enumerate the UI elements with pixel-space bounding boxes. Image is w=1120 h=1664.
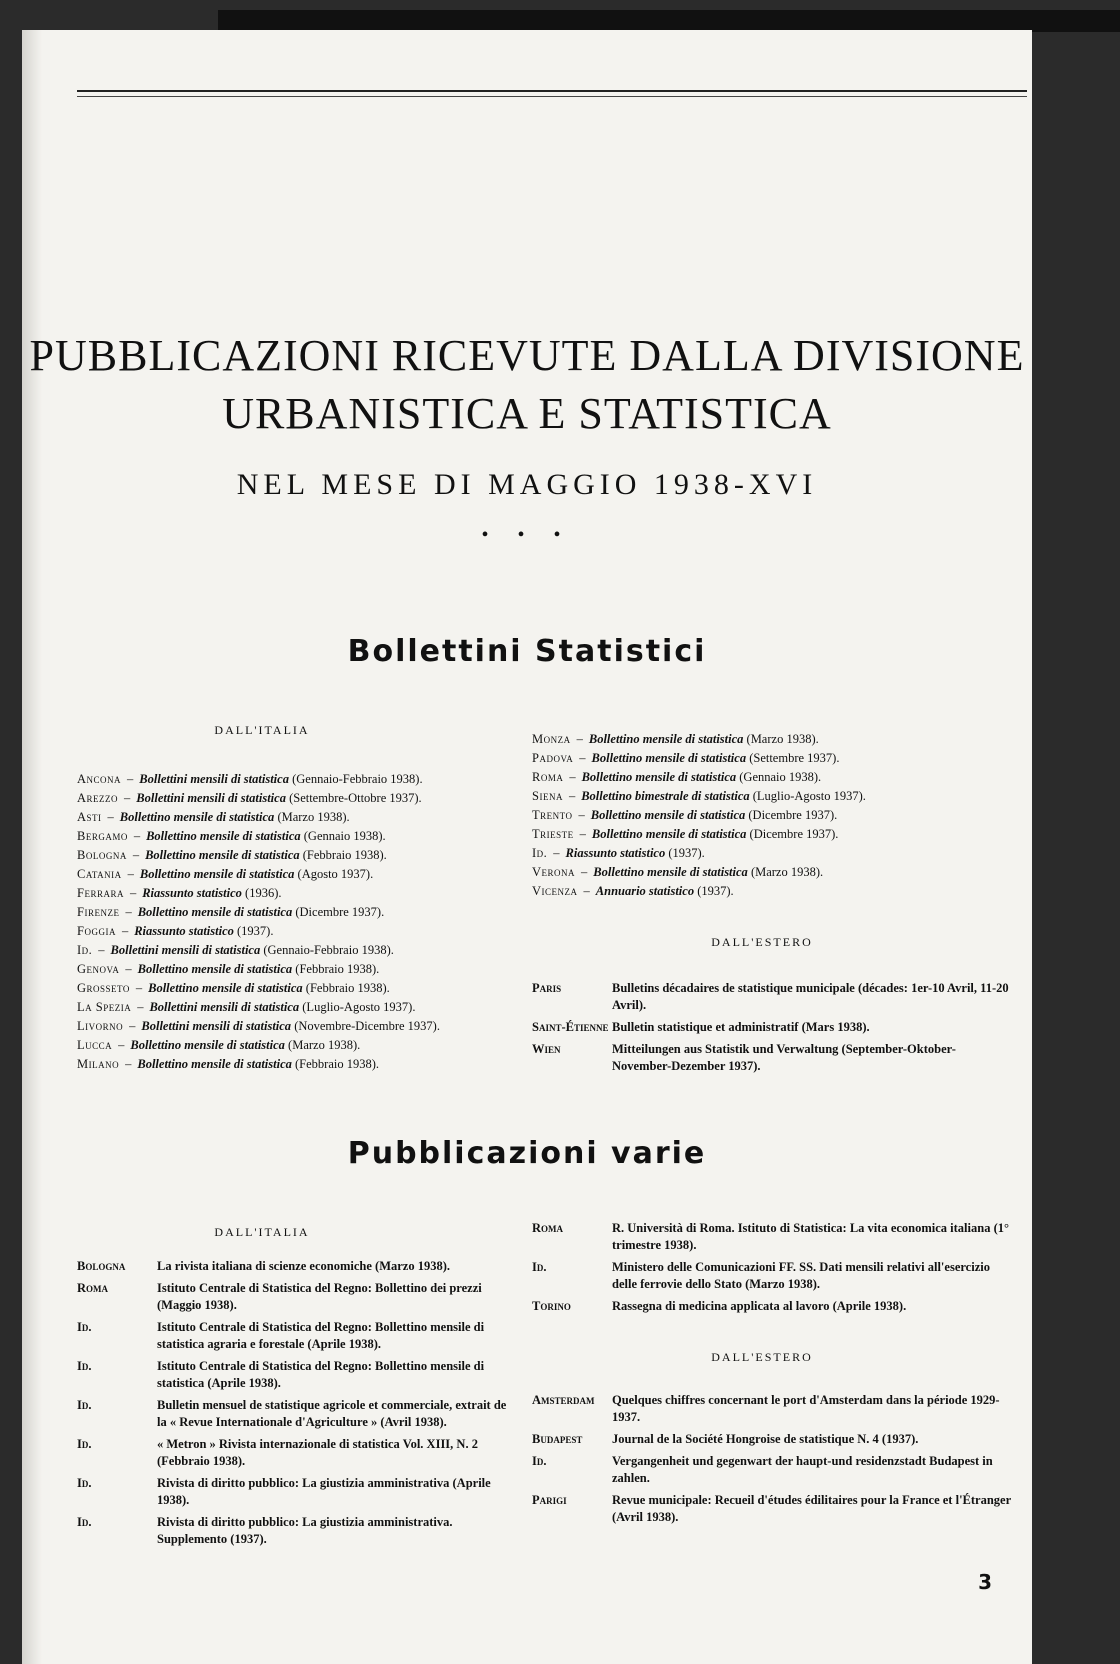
entry-note: (Marzo 1938). <box>288 1038 361 1052</box>
list-item <box>77 1036 517 1055</box>
list-item <box>77 770 517 789</box>
header-rule <box>77 90 1027 92</box>
entry-title: Bollettino mensile di statistica <box>591 751 747 765</box>
entry-note: (1937). <box>697 884 734 898</box>
entry-dash: – <box>98 943 105 957</box>
entry-city: Trento <box>532 808 573 822</box>
entry-title: Bollettino mensile di statistica <box>148 981 303 995</box>
main-title-line2: URBANISTICA E STATISTICA <box>222 389 832 438</box>
subhead-estero-1: DALL'ESTERO <box>711 935 813 949</box>
entry-dash: – <box>125 905 132 919</box>
list-item <box>532 1431 1012 1448</box>
entry-text: « Metron » Rivista internazionale di statistica Vol. XIII, N. 2 (Febbraio 1938). <box>157 1437 478 1468</box>
entry-title: Bollettino mensile di statistica <box>139 867 295 881</box>
entry-note: (Luglio-Agosto 1937). <box>752 789 866 803</box>
entry-note: (Settembre-Ottobre 1937). <box>289 791 422 805</box>
entry-note: (Marzo 1938). <box>750 865 824 879</box>
entry-city: Lucca <box>77 1038 113 1052</box>
entry-city: Catania <box>77 867 122 881</box>
list-item <box>532 1019 1012 1036</box>
entry-title: Bollettini mensili di statistica <box>139 772 289 786</box>
entry-dash: – <box>576 732 583 746</box>
entry-city: Id. <box>77 1515 92 1529</box>
entry-dash: – <box>568 789 576 803</box>
entry-text: Istituto Centrale di Statistica del Regno: Bollettino mensile di statistica agraria e forestale (Aprile 1938). <box>157 1320 485 1351</box>
entry-city: Foggia <box>77 924 116 938</box>
entry-note: (1936). <box>245 886 282 900</box>
list-item <box>77 979 517 998</box>
entry-text: Bulletin statistique et administratif (Mars 1938). <box>612 1020 870 1034</box>
entry-note: (Marzo 1938). <box>746 732 819 746</box>
entry-dash: – <box>553 846 560 860</box>
entry-title: Bollettino mensile di statistica <box>137 905 293 919</box>
entry-title: Bollettini mensili di statistica <box>136 791 286 805</box>
entry-city: Siena <box>532 789 563 803</box>
list-item <box>77 1514 517 1548</box>
entry-city: Amsterdam <box>532 1393 595 1407</box>
entry-city: Roma <box>532 1221 564 1235</box>
entry-title: Bollettino mensile di statistica <box>130 1038 285 1052</box>
entry-title: Bollettino mensile di statistica <box>581 770 737 784</box>
entry-dash: – <box>129 1019 136 1033</box>
entry-text: Journal de la Société Hongroise de statistique N. 4 (1937). <box>612 1432 919 1446</box>
entry-city: Saint-Étienne <box>532 1020 609 1034</box>
list-item <box>77 1258 517 1275</box>
list-item <box>532 844 1012 863</box>
entry-city: Livorno <box>77 1019 124 1033</box>
entry-city: Roma <box>77 1281 109 1295</box>
entry-text: Bulletins décadaires de statistique municipale (décades: 1er-10 Avril, 11-20 Avril). <box>612 981 1009 1012</box>
entry-dash: – <box>133 829 141 843</box>
list-item <box>77 1319 517 1353</box>
bollettini-italia-list <box>77 770 517 1074</box>
entry-note: (Febbraio 1938). <box>302 848 387 862</box>
page-shadow <box>22 30 42 1664</box>
entry-dash: – <box>579 827 586 841</box>
entry-note: (Febbraio 1938). <box>295 1057 380 1071</box>
list-item <box>77 1055 517 1074</box>
entry-dash: – <box>127 867 134 881</box>
list-item <box>77 789 517 808</box>
list-item <box>532 768 1012 787</box>
document-page <box>22 30 1032 1664</box>
entry-title: Bollettino mensile di statistica <box>591 827 747 841</box>
subhead-estero-2: DALL'ESTERO <box>711 1350 813 1364</box>
entry-city: Id. <box>77 943 93 957</box>
entry-city: Id. <box>77 1320 92 1334</box>
entry-dash: – <box>569 770 576 784</box>
entry-text: Quelques chiffres concernant le port d'Amsterdam dans la période 1929-1937. <box>612 1393 1000 1424</box>
entry-dash: – <box>118 1038 125 1052</box>
bollettini-estero-list <box>532 980 1012 1080</box>
entry-city: Asti <box>77 810 102 824</box>
list-item <box>532 1220 1012 1254</box>
list-item <box>532 787 1012 806</box>
entry-city: Roma <box>532 770 564 784</box>
entry-text: Bulletin mensuel de statistique agricole et commerciale, extrait de la « Revue Internationale d'Agriculture » (Avril 1938). <box>157 1398 507 1429</box>
list-item <box>532 749 1012 768</box>
ornament-dots: • • • <box>481 524 573 546</box>
entry-city: Id. <box>77 1476 92 1490</box>
subhead-italia-1: DALL'ITALIA <box>214 723 310 737</box>
entry-note: (Marzo 1938). <box>277 810 350 824</box>
list-item <box>77 922 517 941</box>
list-item <box>77 884 517 903</box>
entry-text: Rivista di diritto pubblico: La giustizia amministrativa (Aprile 1938). <box>157 1476 491 1507</box>
list-item <box>77 808 517 827</box>
entry-city: Id. <box>532 1454 547 1468</box>
entry-dash: – <box>132 848 140 862</box>
entry-city: Ancona <box>77 772 122 786</box>
header-rule-thin <box>77 96 1027 97</box>
entry-text: Rivista di diritto pubblico: La giustizia amministrativa. Supplemento (1937). <box>157 1515 453 1546</box>
top-scan-bar <box>218 10 1120 32</box>
entry-title: Bollettino mensile di statistica <box>588 732 744 746</box>
page-number: 3 <box>978 1570 992 1594</box>
entry-city: Parigi <box>532 1493 567 1507</box>
entry-text: Rassegna di medicina applicata al lavoro (Aprile 1938). <box>612 1299 907 1313</box>
subtitle: NEL MESE DI MAGGIO 1938-XVI <box>236 468 818 501</box>
entry-text: Vergangenheit und gegenwart der haupt-und residenzstadt Budapest in zahlen. <box>612 1454 993 1485</box>
entry-dash: – <box>137 1000 144 1014</box>
entry-title: Bollettino bimestrale di statistica <box>581 789 750 803</box>
list-item <box>532 1453 1012 1487</box>
list-item <box>532 825 1012 844</box>
entry-city: Bologna <box>77 1259 126 1273</box>
section-title-pubblicazioni: Pubblicazioni varie <box>347 1136 707 1171</box>
entry-note: (Gennaio-Febbraio 1938). <box>292 772 423 786</box>
entry-note: (Febbraio 1938). <box>305 981 390 995</box>
list-item <box>532 1041 1012 1075</box>
entry-title: Bollettini mensili di statistica <box>141 1019 292 1033</box>
list-item <box>77 1280 517 1314</box>
list-item <box>532 1392 1012 1426</box>
entry-city: Milano <box>77 1057 120 1071</box>
entry-dash: – <box>581 865 588 879</box>
entry-city: Id. <box>532 846 548 860</box>
entry-city: Monza <box>532 732 571 746</box>
list-item <box>77 1397 517 1431</box>
entry-city: Id. <box>77 1398 92 1412</box>
entry-dash: – <box>107 810 114 824</box>
entry-note: (Gennaio 1938). <box>739 770 822 784</box>
entry-city: Genova <box>77 962 120 976</box>
list-item <box>532 1492 1012 1526</box>
entry-note: (Febbraio 1938). <box>295 962 380 976</box>
entry-note: (1937). <box>237 924 274 938</box>
entry-city: Torino <box>532 1299 571 1313</box>
list-item <box>77 827 517 846</box>
entry-title: Bollettini mensili di statistica <box>149 1000 300 1014</box>
entry-dash: – <box>579 751 586 765</box>
entry-city: Paris <box>532 981 562 995</box>
entry-note: (Novembre-Dicembre 1937). <box>294 1019 440 1033</box>
entry-dash: – <box>135 981 143 995</box>
entry-title: Bollettino mensile di statistica <box>146 829 301 843</box>
entry-city: La Spezia <box>77 1000 132 1014</box>
list-item <box>77 941 517 960</box>
main-title-line1: PUBBLICAZIONI RICEVUTE DALLA DIVISIONE <box>29 331 1025 380</box>
entry-city: Bergamo <box>77 829 128 843</box>
entry-text: R. Università di Roma. Istituto di Statistica: La vita economica italiana (1° trimestre 1938). <box>612 1221 1009 1252</box>
list-item <box>77 1475 517 1509</box>
bollettini-italia-list-cont <box>532 730 1012 901</box>
list-item <box>77 903 517 922</box>
entry-note: (Agosto 1937). <box>297 867 374 881</box>
entry-city: Vicenza <box>532 884 578 898</box>
entry-city: Padova <box>532 751 574 765</box>
entry-note: (Dicembre 1937). <box>748 808 838 822</box>
entry-text: Ministero delle Comunicazioni FF. SS. Dati mensili relativi all'esercizio delle ferrovie dello Stato (Marzo 1938). <box>612 1260 990 1291</box>
list-item <box>77 1358 517 1392</box>
list-item <box>77 1436 517 1470</box>
entry-note: (Gennaio 1938). <box>303 829 386 843</box>
subhead-italia-2: DALL'ITALIA <box>214 1225 310 1239</box>
list-item <box>532 730 1012 749</box>
list-item <box>532 863 1012 882</box>
entry-note: (Luglio-Agosto 1937). <box>302 1000 416 1014</box>
list-item <box>532 882 1012 901</box>
entry-title: Bollettino mensile di statistica <box>145 848 300 862</box>
entry-note: (Gennaio-Febbraio 1938). <box>263 943 394 957</box>
entry-city: Ferrara <box>77 886 124 900</box>
entry-city: Id. <box>77 1437 92 1451</box>
entry-note: (Settembre 1937). <box>749 751 840 765</box>
entry-text: La rivista italiana di scienze economiche (Marzo 1938). <box>157 1259 450 1273</box>
entry-city: Budapest <box>532 1432 583 1446</box>
entry-title: Riassunto statistico <box>142 886 242 900</box>
entry-city: Id. <box>532 1260 547 1274</box>
entry-title: Bollettino mensile di statistica <box>119 810 275 824</box>
entry-dash: – <box>125 962 132 976</box>
entry-title: Riassunto statistico <box>134 924 234 938</box>
pubblicazioni-estero-list <box>532 1392 1012 1531</box>
entry-dash: – <box>121 924 129 938</box>
entry-title: Annuario statistico <box>595 884 695 898</box>
list-item <box>532 1259 1012 1293</box>
entry-title: Bollettino mensile di statistica <box>590 808 746 822</box>
list-item <box>77 960 517 979</box>
entry-dash: – <box>125 1057 132 1071</box>
list-item <box>77 998 517 1017</box>
list-item <box>77 846 517 865</box>
entry-title: Bollettino mensile di statistica <box>137 1057 292 1071</box>
entry-city: Bologna <box>77 848 127 862</box>
list-item <box>532 980 1012 1014</box>
pubblicazioni-italia-list-cont <box>532 1220 1012 1320</box>
entry-dash: – <box>578 808 585 822</box>
list-item <box>532 1298 1012 1315</box>
entry-note: (1937). <box>668 846 705 860</box>
entry-dash: – <box>129 886 137 900</box>
entry-city: Wien <box>532 1042 561 1056</box>
list-item <box>77 1017 517 1036</box>
list-item <box>77 865 517 884</box>
entry-title: Riassunto statistico <box>565 846 666 860</box>
entry-text: Mitteilungen aus Statistik und Verwaltung (September-Oktober-November-Dezember 1937). <box>612 1042 956 1073</box>
entry-city: Arezzo <box>77 791 119 805</box>
entry-title: Bollettini mensili di statistica <box>110 943 261 957</box>
entry-title: Bollettino mensile di statistica <box>593 865 748 879</box>
entry-city: Trieste <box>532 827 574 841</box>
entry-dash: – <box>583 884 590 898</box>
entry-title: Bollettino mensile di statistica <box>137 962 293 976</box>
entry-text: Istituto Centrale di Statistica del Regno: Bollettino mensile di statistica (Aprile 1938). <box>157 1359 485 1390</box>
entry-city: Id. <box>77 1359 92 1373</box>
entry-city: Grosseto <box>77 981 130 995</box>
entry-note: (Dicembre 1937). <box>295 905 385 919</box>
entry-dash: – <box>124 791 131 805</box>
entry-text: Istituto Centrale di Statistica del Regno: Bollettino dei prezzi (Maggio 1938). <box>157 1281 482 1312</box>
entry-city: Verona <box>532 865 576 879</box>
entry-city: Firenze <box>77 905 120 919</box>
entry-text: Revue municipale: Recueil d'études édilitaires pour la France et l'Étranger (Avril 1938). <box>612 1493 1011 1524</box>
pubblicazioni-italia-list <box>77 1258 517 1553</box>
list-item <box>532 806 1012 825</box>
entry-note: (Dicembre 1937). <box>749 827 839 841</box>
section-title-bollettini: Bollettini Statistici <box>347 634 707 669</box>
entry-dash: – <box>127 772 134 786</box>
